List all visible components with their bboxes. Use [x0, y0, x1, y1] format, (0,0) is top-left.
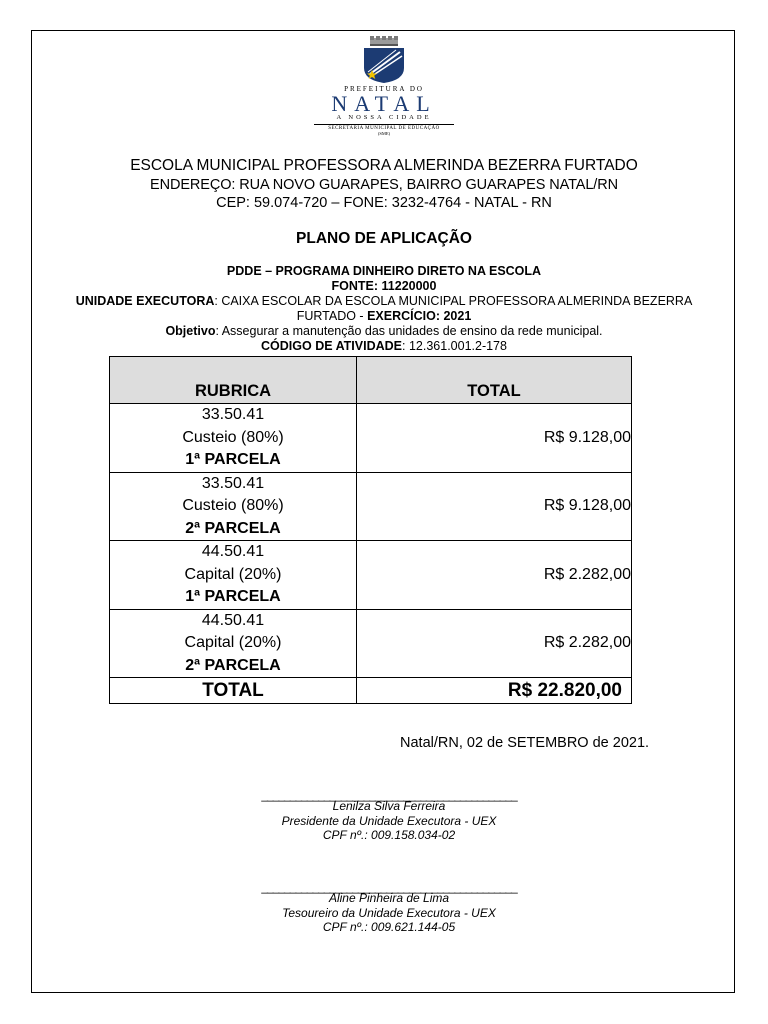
- signer-cpf: CPF nº.: 009.158.034-02: [322, 828, 456, 842]
- budget-table: [109, 356, 632, 704]
- row-value: R$ 9.128,00: [357, 404, 632, 473]
- row-value: R$ 9.128,00: [357, 472, 632, 541]
- coat-of-arms-icon: [356, 36, 412, 84]
- header-total: TOTAL: [357, 357, 632, 404]
- header-rubrica: RUBRICA: [110, 357, 357, 404]
- rubrica-parcela: 1ª PARCELA: [185, 451, 281, 468]
- signer-role: Tesoureiro da Unidade Executora - UEX: [282, 905, 496, 920]
- table-header-row: [110, 357, 632, 404]
- table-row: [110, 609, 632, 678]
- rubrica-parcela: 2ª PARCELA: [185, 519, 281, 537]
- rubrica-cell: [110, 541, 357, 610]
- rubrica-type: Capital (20%): [184, 634, 282, 651]
- signer-name: Aline Pinheira de Lima: [328, 891, 450, 905]
- total-label: TOTAL: [110, 678, 357, 704]
- logo-secretariat: SECRETARIA MUNICIPAL DE EDUCAÇÃO: [328, 126, 440, 131]
- signer-cpf: CPF nº.: 009.621.144-05: [322, 920, 456, 934]
- row-value: R$ 2.282,00: [357, 541, 632, 610]
- rubrica-parcela: 1ª PARCELA: [185, 588, 281, 605]
- rubrica-code: 33.50.41: [201, 474, 265, 492]
- table-row: [110, 404, 632, 473]
- rubrica-code: 44.50.41: [201, 611, 265, 629]
- document-title: PLANO DE APLICAÇÃO: [296, 230, 472, 247]
- signature-block-president: [210, 788, 568, 843]
- activity-code-value: : 12.361.001.2-178: [402, 339, 507, 353]
- logo-divider: [314, 124, 454, 125]
- signer-role: Presidente da Unidade Executora - UEX: [281, 813, 497, 828]
- logo-abbr: (SME): [377, 131, 391, 136]
- table-row: [110, 541, 632, 610]
- objective-label: Objetivo: [165, 324, 216, 338]
- exercicio: EXERCÍCIO: 2021: [367, 309, 472, 323]
- row-value: R$ 2.282,00: [357, 609, 632, 678]
- program-name: PDDE – PROGRAMA DINHEIRO DIRETO NA ESCOLA: [226, 264, 542, 278]
- logo-top-text: PREFEITURA DO: [344, 85, 424, 93]
- signer-name: Lenilza Silva Ferreira: [332, 799, 446, 813]
- activity-code-label: CÓDIGO DE ATIVIDADE: [261, 339, 403, 353]
- rubrica-code: 44.50.41: [201, 543, 265, 560]
- school-address: ENDEREÇO: RUA NOVO GUARAPES, BAIRRO GUARAPES NATAL/RN: [150, 177, 618, 193]
- program-info: [60, 264, 708, 354]
- total-row: [110, 678, 632, 704]
- objective-value: : Assegurar a manutenção das unidades de ensino da rede municipal.: [215, 324, 603, 338]
- school-cep: CEP: 59.074-720 – FONE: 3232-4764 - NATAL - RN: [216, 195, 552, 211]
- rubrica-type: Custeio (80%): [182, 497, 284, 514]
- rubrica-cell: [110, 472, 357, 541]
- signature-line: _____________________________________________: [261, 788, 517, 802]
- logo-subtitle: A NOSSA CIDADE: [336, 114, 432, 121]
- table-row: [110, 472, 632, 541]
- rubrica-type: Custeio (80%): [182, 428, 284, 446]
- school-name: ESCOLA MUNICIPAL PROFESSORA ALMERINDA BEZERRA FURTADO: [130, 157, 638, 174]
- ue-label: UNIDADE EXECUTORA: [75, 294, 215, 308]
- fonte: FONTE: 11220000: [331, 279, 437, 293]
- rubrica-parcela: 2ª PARCELA: [185, 656, 281, 674]
- rubrica-cell: [110, 404, 357, 473]
- rubrica-type: Capital (20%): [184, 565, 282, 583]
- city-logo: [296, 36, 472, 146]
- rubrica-code: 33.50.41: [201, 406, 265, 423]
- ue-value: : CAIXA ESCOLAR DA ESCOLA MUNICIPAL PROFESSORA ALMERINDA BEZERRA FURTADO -: [214, 294, 693, 323]
- logo-city-name: NATAL: [331, 91, 437, 116]
- signature-line: _____________________________________________: [261, 880, 517, 894]
- rubrica-cell: [110, 609, 357, 678]
- document-date: Natal/RN, 02 de SETEMBRO de 2021.: [400, 735, 650, 751]
- total-value: R$ 22.820,00: [357, 678, 632, 704]
- signature-block-treasurer: [210, 880, 568, 935]
